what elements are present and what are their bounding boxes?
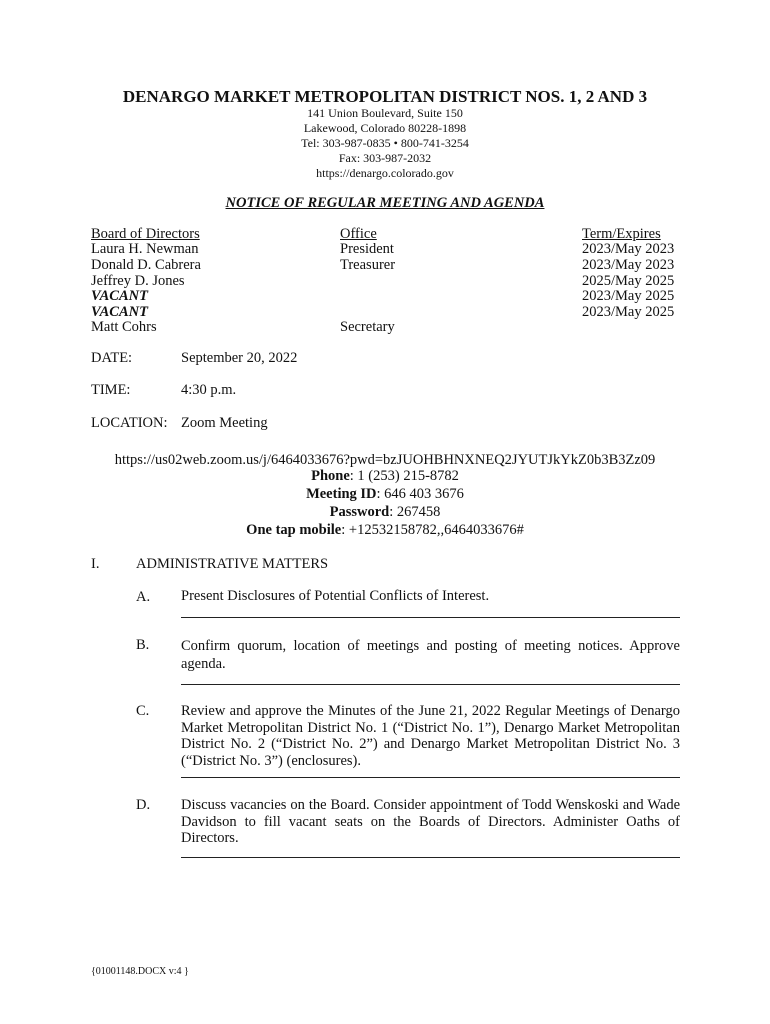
address-line-1: 141 Union Boulevard, Suite 150 — [307, 106, 463, 120]
zoom-url-link[interactable]: https://us02web.zoom.us/j/6464033676?pwd=bzJUOHBHNXNEQ2JYUTJkYkZ0b3B3Zz09 — [114, 452, 656, 468]
time-label: TIME: — [91, 382, 131, 398]
meeting-id-line — [0, 487, 770, 503]
agenda-item-text: Review and approve the Minutes of the June 21, 2022 Regular Meetings of Denargo Market Metropolitan District No. 1 (“District No. 1”), Denargo Market Metropolitan District No. 2 (“District No. 2”) and Denargo Market Metropolitan District No. 3 (“District No. 3”) (enclosures). — [181, 703, 680, 769]
section-number: I. — [91, 556, 100, 572]
password-value: : 267458 — [389, 504, 441, 520]
meeting-id-label: Meeting ID — [306, 486, 377, 502]
agenda-item-text: Confirm quorum, location of meetings and posting of meeting notices. Approve agenda. — [181, 638, 680, 672]
meeting-date: September 20, 2022 — [181, 350, 298, 366]
board-member-name: Donald D. Cabrera — [91, 257, 201, 273]
signature-line — [181, 684, 680, 685]
board-member-term: 2023/May 2023 — [582, 257, 675, 273]
notice-title: NOTICE OF REGULAR MEETING AND AGENDA — [225, 195, 545, 211]
board-member-office: President — [340, 241, 394, 257]
item-letter: B. — [136, 637, 150, 653]
phone-line — [0, 469, 770, 485]
website: https://denargo.colorado.gov — [316, 166, 454, 180]
board-header-term: Term/Expires — [582, 226, 661, 242]
fax: Fax: 303-987-2032 — [338, 151, 432, 165]
board-member-term: 2023/May 2023 — [582, 241, 675, 257]
item-letter: D. — [136, 797, 151, 813]
signature-line — [181, 777, 680, 778]
board-member-term: 2023/May 2025 — [582, 304, 675, 320]
agenda-item-text: Present Disclosures of Potential Conflicts of Interest. — [181, 588, 490, 604]
board-member-name: Laura H. Newman — [91, 241, 199, 257]
agenda-item-text: Discuss vacancies on the Board. Consider appointment of Todd Wenskoski and Wade Davidson to fill vacant seats on the Boards of Directors. Administer Oaths of Directors. — [181, 797, 680, 846]
document-footer: {01001148.DOCX v:4 } — [91, 966, 189, 977]
board-member-name: VACANT — [91, 288, 148, 304]
telephone: Tel: 303-987-0835 • 800-741-3254 — [301, 136, 469, 150]
one-tap-value: : +12532158782,,6464033676# — [341, 522, 524, 538]
one-tap-label: One tap mobile — [246, 522, 342, 538]
signature-line — [181, 857, 680, 858]
password-label: Password — [329, 504, 390, 520]
location-label: LOCATION: — [91, 415, 168, 431]
item-letter: A. — [136, 589, 151, 605]
board-header-name: Board of Directors — [91, 226, 200, 242]
one-tap-line — [0, 523, 770, 539]
section-title: ADMINISTRATIVE MATTERS — [136, 556, 329, 572]
meeting-id-value: : 646 403 3676 — [376, 486, 464, 502]
meeting-time: 4:30 p.m. — [181, 382, 237, 398]
signature-line — [181, 617, 680, 618]
board-member-term: 2023/May 2025 — [582, 288, 675, 304]
password-line — [0, 505, 770, 521]
board-member-office: Secretary — [340, 319, 395, 335]
meeting-location: Zoom Meeting — [181, 415, 268, 431]
phone-number: : 1 (253) 215-8782 — [349, 468, 459, 484]
item-letter: C. — [136, 703, 150, 719]
board-member-name: Jeffrey D. Jones — [91, 273, 185, 289]
address-line-2: Lakewood, Colorado 80228-1898 — [303, 121, 467, 135]
phone-label: Phone — [311, 468, 350, 484]
board-header-office: Office — [340, 226, 377, 242]
board-member-term: 2025/May 2025 — [582, 273, 675, 289]
district-title: DENARGO MARKET METROPOLITAN DISTRICT NOS. 1, 2 AND 3 — [122, 87, 648, 106]
board-member-office: Treasurer — [340, 257, 396, 273]
date-label: DATE: — [91, 350, 133, 366]
board-member-name: Matt Cohrs — [91, 319, 157, 335]
board-member-name: VACANT — [91, 304, 148, 320]
